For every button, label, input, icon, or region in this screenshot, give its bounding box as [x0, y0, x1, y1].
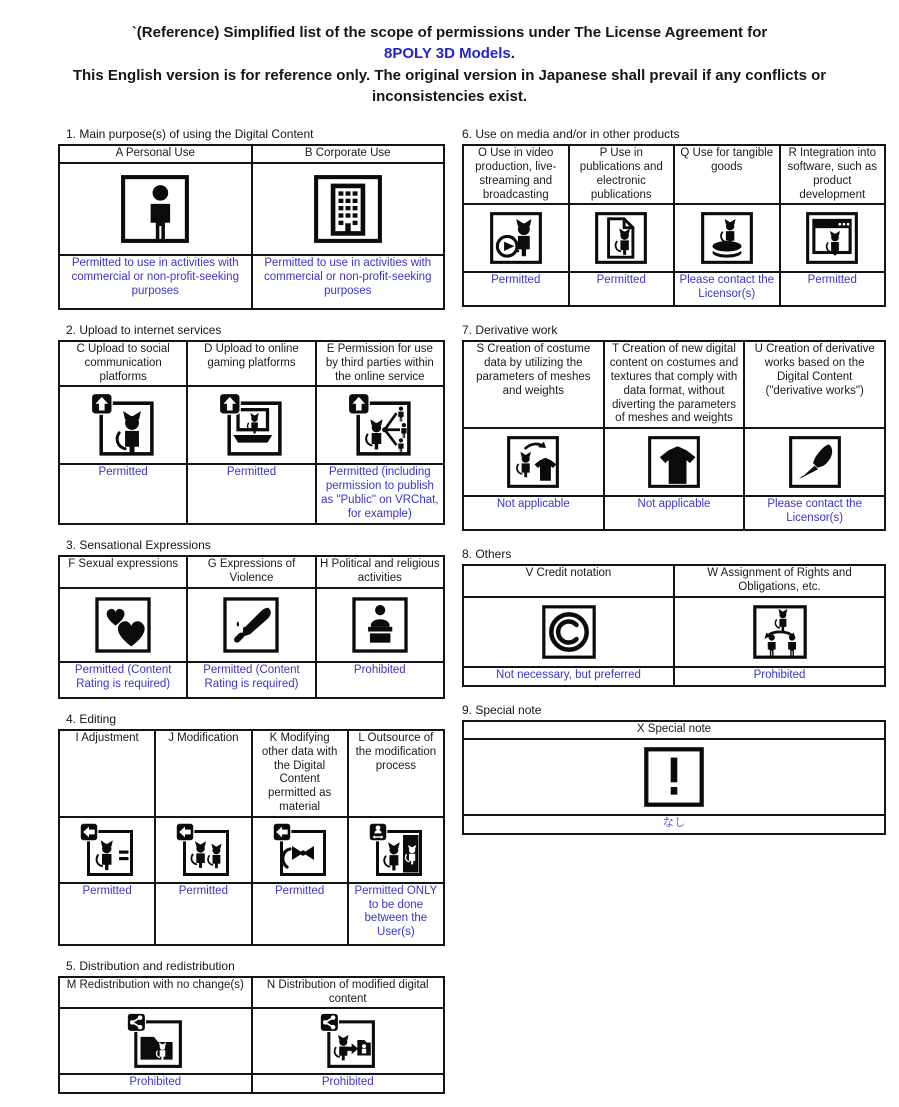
cell-icon [252, 1008, 445, 1074]
cell-label-text: W Assignment of Rights and Obligations, etc. [707, 567, 852, 593]
cell-status [674, 272, 780, 306]
cell-label [463, 565, 674, 597]
cell-status [59, 662, 187, 698]
cell-label [463, 145, 569, 204]
cell-label [252, 977, 445, 1009]
cell-label-text: X Special note [636, 722, 712, 735]
cell-label-text: I Adjustment [75, 731, 139, 744]
cell-status [59, 255, 252, 309]
cell-status [463, 496, 604, 530]
person-icon [117, 171, 193, 247]
cell-icon [59, 163, 252, 255]
cell-label-text: L Outsource of the modification process [355, 731, 437, 772]
cell-label-text: C Upload to social communication platforms [76, 342, 170, 383]
status-text: Prohibited [321, 1076, 374, 1089]
left-column [58, 127, 445, 1107]
permissions-table-8 [462, 564, 886, 687]
cell-icon [252, 817, 348, 883]
copyright-icon [539, 602, 599, 662]
outsource-icon [368, 822, 424, 878]
cell-status [780, 272, 886, 306]
cell-status [463, 272, 569, 306]
adjustment-icon [79, 822, 135, 878]
status-text: Permitted [98, 466, 148, 479]
status-text: Permitted [226, 466, 277, 479]
status-text: Permitted (Content Rating is required) [203, 663, 300, 690]
third-party-share-icon [347, 392, 413, 458]
section-title: 2. Upload to internet services [66, 322, 222, 337]
cell-icon [780, 204, 886, 272]
cell-label-text: E Permission for use by third parties within the online service [325, 342, 434, 383]
cell-status [252, 1074, 445, 1093]
cell-label-text: Q Use for tangible goods [680, 147, 774, 173]
document-header [0, 0, 899, 107]
cell-label-text: V Credit notation [525, 567, 612, 580]
section-derivative-work [462, 323, 886, 531]
cell-status [155, 883, 251, 945]
permissions-table-3 [58, 555, 445, 699]
status-text: Prohibited [353, 663, 406, 676]
status-text: Permitted [178, 884, 228, 897]
right-column [462, 127, 886, 850]
section-title: 7. Derivative work [462, 323, 558, 338]
section-title: 1. Main purpose(s) of using the Digital Content [66, 127, 314, 142]
status-text: Prohibited [129, 1076, 182, 1089]
cell-label [780, 145, 886, 204]
cell-label [316, 556, 444, 588]
cell-label [348, 730, 444, 817]
status-text: Not applicable [637, 498, 711, 511]
cell-status [569, 272, 675, 306]
cell-label [187, 556, 315, 588]
cell-icon [187, 386, 315, 464]
cell-icon [463, 428, 604, 496]
section-title: 6. Use on media and/or in other products [462, 127, 680, 142]
cell-label [463, 341, 604, 428]
cell-icon [252, 163, 445, 255]
section-distribution [58, 959, 445, 1095]
section-sensational [58, 538, 445, 699]
exclamation-icon [641, 744, 707, 810]
cell-label [187, 341, 315, 386]
publication-icon [592, 209, 650, 267]
cell-label-text: U Creation of derivative works based on the Digital Content ("derivative works") [754, 343, 875, 397]
cell-label-text: P Use in publications and electronic publications [579, 147, 663, 201]
status-text: Not necessary, but preferred [496, 668, 641, 681]
software-integration-icon [803, 209, 861, 267]
status-text: Permitted [807, 274, 857, 287]
cell-status [59, 883, 155, 945]
pen-icon [786, 433, 844, 491]
status-text: Please contact the Licensor(s) [767, 498, 862, 524]
rights-assignment-icon [750, 602, 810, 662]
cell-status [463, 667, 674, 686]
status-text: Permitted to use in activities with commercial or non-profit-seeking purposes [71, 256, 239, 297]
permissions-table-2 [58, 340, 445, 525]
status-text: Permitted (including permission to publish as "Public" on VRChat, for example) [321, 466, 439, 520]
cell-label-text: B Corporate Use [304, 147, 391, 160]
section-title: 9. Special note [462, 702, 542, 717]
cell-label-text: R Integration into software, such as product development [787, 147, 877, 201]
section-upload [58, 323, 445, 525]
status-text: なし [662, 816, 686, 829]
permissions-table-4 [58, 729, 445, 946]
material-modify-icon [272, 822, 328, 878]
status-text: Permitted [275, 884, 325, 897]
cell-label [674, 565, 885, 597]
cell-label [316, 341, 444, 386]
status-text: Please contact the Licensor(s) [679, 274, 775, 301]
cell-label [674, 145, 780, 204]
cell-status [59, 1074, 252, 1093]
status-text: Permitted ONLY to be done between the User(s) [354, 884, 438, 939]
section-others [462, 547, 886, 687]
section-main-purpose [58, 127, 445, 310]
redistribution-icon [126, 1012, 184, 1070]
cell-icon [316, 386, 444, 464]
tangible-goods-icon [698, 209, 756, 267]
cell-label-text: G Expressions of Violence [207, 558, 296, 585]
cell-status [187, 464, 315, 524]
cell-icon [674, 204, 780, 272]
cell-label [59, 977, 252, 1009]
cell-icon [59, 386, 187, 464]
hearts-icon [92, 594, 154, 656]
cell-icon [604, 428, 745, 496]
cell-label-text: O Use in video production, live-streaming and broadcasting [475, 147, 557, 201]
building-icon [310, 171, 386, 247]
cell-label [569, 145, 675, 204]
modified-distribution-icon [319, 1012, 377, 1070]
cell-label-text: A Personal Use [115, 147, 195, 160]
status-text: Permitted [82, 884, 132, 897]
cell-label-text: S Creation of costume data by utilizing the parameters of meshes and weights [476, 343, 591, 397]
cell-status [59, 464, 187, 524]
header-line-3: This English version is for reference only. The original version in Japanese shall prevail if any conflicts or inconsistencies exist. [72, 66, 827, 105]
permissions-table-9 [462, 720, 886, 835]
cell-status [252, 255, 445, 309]
permissions-table-1 [58, 144, 445, 310]
costume-data-icon [504, 433, 562, 491]
modification-icon [175, 822, 231, 878]
section-title: 3. Sensational Expressions [66, 538, 211, 553]
cell-label-text: N Distribution of modified digital content [266, 978, 429, 1005]
cell-label-text: T Creation of new digital content on costumes and textures that comply with data format, without diverting the parameters of meshes and weights [609, 343, 739, 425]
cell-label [59, 730, 155, 817]
cell-status [187, 662, 315, 698]
section-title: 4. Editing [66, 711, 117, 726]
cell-icon [569, 204, 675, 272]
cell-label-text: F Sexual expressions [68, 558, 179, 571]
cell-label [59, 341, 187, 386]
cell-icon [348, 817, 444, 883]
cell-status [674, 667, 885, 686]
product-name-period: . [510, 45, 515, 63]
cell-status [348, 883, 444, 945]
cell-icon [463, 204, 569, 272]
cell-label [252, 145, 445, 163]
section-special-note [462, 703, 886, 835]
cell-icon [59, 817, 155, 883]
cell-status [604, 496, 745, 530]
cell-label [463, 721, 885, 739]
status-text: Not applicable [496, 498, 570, 511]
cell-status [316, 662, 444, 698]
cell-label-text: D Upload to online gaming platforms [204, 342, 299, 369]
section-media-products [462, 127, 886, 307]
cell-icon [187, 588, 315, 662]
cell-label-text: J Modification [168, 731, 239, 744]
cell-label-text: M Redistribution with no change(s) [66, 978, 244, 991]
product-name: 8POLY 3D Models [384, 45, 511, 63]
section-title: 8. Others [462, 547, 512, 562]
permissions-table-6 [462, 144, 886, 307]
video-production-icon [487, 209, 545, 267]
section-title: 5. Distribution and redistribution [66, 958, 235, 973]
knife-icon [220, 594, 282, 656]
header-line-2 [0, 43, 899, 64]
cell-label [59, 145, 252, 163]
cell-icon [59, 588, 187, 662]
cell-icon [59, 1008, 252, 1074]
cell-status [463, 815, 885, 834]
cell-icon [316, 588, 444, 662]
status-text: Permitted to use in activities with commercial or non-profit-seeking purposes [264, 256, 432, 297]
costume-new-icon [645, 433, 703, 491]
cell-label [744, 341, 885, 428]
podium-speaker-icon [349, 594, 411, 656]
cell-icon [674, 597, 885, 667]
cell-label-text: H Political and religious activities [320, 558, 440, 585]
status-text: Permitted [596, 274, 646, 287]
status-text: Permitted (Content Rating is required) [74, 663, 172, 690]
header-line-1: `(Reference) Simplified list of the scope of permissions under The License Agreement for [131, 24, 768, 41]
cell-label [155, 730, 251, 817]
cell-label [252, 730, 348, 817]
cell-icon [463, 597, 674, 667]
cell-label [59, 556, 187, 588]
status-text: Prohibited [753, 668, 806, 681]
upload-gaming-icon [218, 392, 284, 458]
content-columns [0, 127, 899, 1107]
status-text: Permitted [491, 274, 541, 287]
upload-social-icon [90, 392, 156, 458]
cell-label-text: K Modifying other data with the Digital Content permitted as material [261, 731, 338, 813]
permissions-table-7 [462, 340, 886, 531]
permissions-table-5 [58, 976, 445, 1095]
cell-status [252, 883, 348, 945]
cell-icon [744, 428, 885, 496]
cell-icon [155, 817, 251, 883]
section-editing [58, 712, 445, 946]
cell-status [744, 496, 885, 530]
cell-icon [463, 739, 885, 815]
cell-label [604, 341, 745, 428]
cell-status [316, 464, 444, 524]
